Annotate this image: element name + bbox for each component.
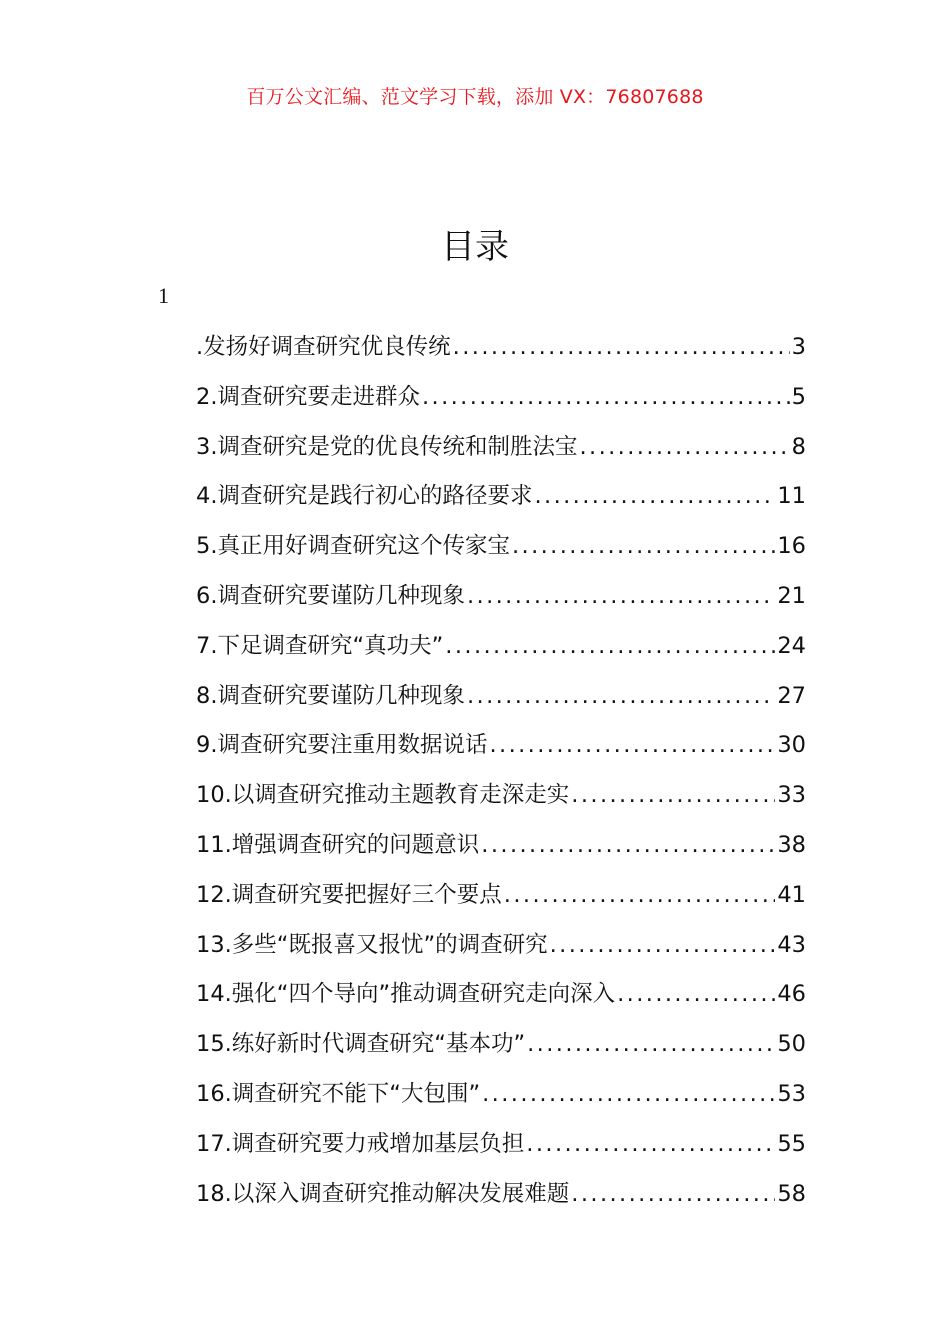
- toc-entry[interactable]: [196, 1177, 806, 1227]
- toc-entry-title: 5.真正用好调查研究这个传家宝: [196, 533, 510, 560]
- toc-entry-title: 14.强化“四个导向”推动调查研究走向深入: [196, 981, 616, 1008]
- toc-entry-title: 13.多些“既报喜又报忧”的调查研究: [196, 931, 548, 958]
- toc-entry-page: 24: [777, 632, 806, 659]
- toc-entry-title: 7.下足调查研究“真功夫”: [196, 632, 444, 659]
- dot-leader: [445, 629, 775, 663]
- toc-entry[interactable]: [196, 1077, 806, 1127]
- dot-leader: [489, 728, 775, 762]
- leading-number: 1: [158, 283, 169, 308]
- toc-entry[interactable]: [196, 878, 806, 928]
- dot-leader: [579, 430, 789, 464]
- toc-entry-page: 16: [777, 533, 806, 560]
- toc-entry-page: 53: [777, 1080, 806, 1107]
- toc-entry-page: 55: [777, 1130, 806, 1157]
- toc-entry-page: 41: [777, 881, 806, 908]
- toc-entry[interactable]: [196, 977, 806, 1027]
- toc-entry-page: 46: [777, 981, 806, 1008]
- dot-leader: [534, 479, 775, 513]
- toc-entry-page: 8: [791, 433, 806, 460]
- toc-entry-page: 5: [791, 383, 806, 410]
- table-of-contents: [196, 330, 806, 1226]
- toc-entry[interactable]: [196, 579, 806, 629]
- toc-entry-title: 8.调查研究要谨防几种现象: [196, 682, 465, 709]
- toc-entry-title: .发扬好调查研究优良传统: [196, 334, 451, 360]
- toc-entry[interactable]: [196, 679, 806, 729]
- toc-entry[interactable]: [196, 1027, 806, 1077]
- toc-entry-title: 18.以深入调查研究推动解决发展难题: [196, 1180, 570, 1207]
- toc-entry-title: 11.增强调查研究的问题意识: [196, 831, 480, 858]
- toc-entry-title: 15.练好新时代调查研究“基本功”: [196, 1031, 526, 1058]
- toc-entry-page: 27: [777, 682, 806, 709]
- toc-entry-page: 33: [777, 782, 806, 809]
- toc-entry[interactable]: [196, 330, 806, 380]
- page-title: 目录: [441, 227, 509, 267]
- toc-entry[interactable]: [196, 728, 806, 778]
- dot-leader: [571, 1177, 775, 1211]
- toc-entry[interactable]: [196, 479, 806, 529]
- toc-entry-page: 11: [777, 483, 806, 510]
- toc-entry-page: 30: [777, 732, 806, 759]
- dot-leader: [467, 579, 775, 613]
- toc-entry-page: 3: [791, 334, 806, 360]
- dot-leader: [617, 977, 775, 1011]
- dot-leader: [467, 679, 775, 713]
- toc-entry-page: 38: [777, 831, 806, 858]
- toc-entry-title: 4.调查研究是践行初心的路径要求: [196, 483, 533, 510]
- toc-entry[interactable]: [196, 928, 806, 978]
- toc-entry-title: 2.调查研究要走进群众: [196, 383, 420, 410]
- dot-leader: [453, 330, 790, 364]
- toc-entry-page: 43: [777, 931, 806, 958]
- header-banner: 百万公文汇编、范文学习下载，添加 VX：76807688: [246, 86, 704, 108]
- toc-entry-title: 6.调查研究要谨防几种现象: [196, 582, 465, 609]
- dot-leader: [504, 878, 776, 912]
- toc-entry-title: 12.调查研究要把握好三个要点: [196, 881, 502, 908]
- toc-entry-page: 58: [777, 1180, 806, 1207]
- toc-entry-page: 21: [777, 582, 806, 609]
- toc-entry[interactable]: [196, 529, 806, 579]
- toc-entry-title: 3.调查研究是党的优良传统和制胜法宝: [196, 433, 578, 460]
- toc-entry-title: 9.调查研究要注重用数据说话: [196, 732, 488, 759]
- dot-leader: [550, 928, 776, 962]
- toc-entry-title: 17.调查研究要力戒增加基层负担: [196, 1130, 525, 1157]
- toc-entry[interactable]: [196, 1127, 806, 1177]
- toc-entry[interactable]: [196, 430, 806, 480]
- toc-entry[interactable]: [196, 778, 806, 828]
- dot-leader: [526, 1127, 775, 1161]
- dot-leader: [482, 1077, 775, 1111]
- toc-entry-page: 50: [777, 1031, 806, 1058]
- toc-entry-title: 16.调查研究不能下“大包围”: [196, 1080, 481, 1107]
- toc-entry[interactable]: [196, 629, 806, 679]
- dot-leader: [481, 828, 775, 862]
- dot-leader: [422, 380, 790, 414]
- dot-leader: [512, 529, 775, 563]
- dot-leader: [527, 1027, 775, 1061]
- dot-leader: [571, 778, 775, 812]
- toc-entry[interactable]: [196, 380, 806, 430]
- toc-entry[interactable]: [196, 828, 806, 878]
- toc-entry-title: 10.以调查研究推动主题教育走深走实: [196, 782, 570, 809]
